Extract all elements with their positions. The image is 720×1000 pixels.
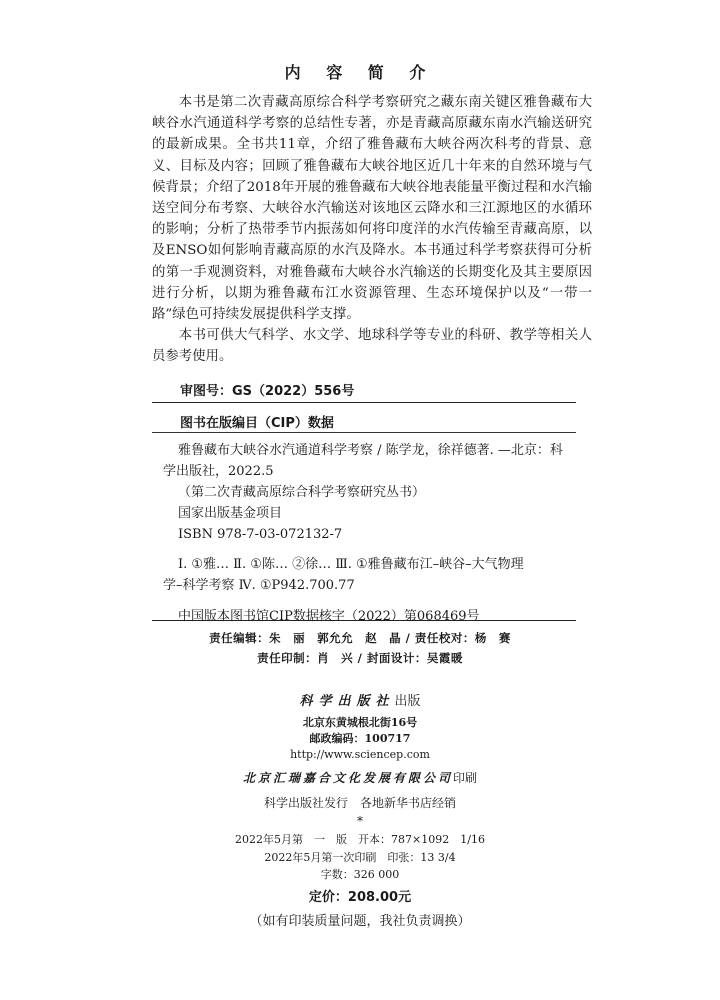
intro-paragraph-2: 本书可供大气科学、水文学、地球科学等专业的科研、教学等相关人员参考使用。 [152, 328, 592, 365]
review-number: 审图号：GS（2022）556号 [180, 384, 355, 399]
separator-star: * [357, 814, 363, 828]
cip-bottom-rule [152, 620, 576, 621]
intro-body [152, 92, 592, 368]
intro-paragraph-1: 本书是第二次青藏高原综合科学考察研究之藏东南关键区雅鲁藏布大峡谷水汽通道科学考察的总结性专著，亦是青藏高原藏东南水汽输送研究的最新成果。全书共11章，介绍了雅鲁藏布大峡谷两次科考的背景、意义、目标及内容；回顾了雅鲁藏布大峡谷地区近几十年来的自然环境与气候背景；介绍了2018年开展的雅鲁藏布大峡谷地表能量平衡过程和水汽输送空间分布考察、大峡谷水汽输送对该地区云降水和三江源地区的水循环的影响；分析了热带季节内振荡如何将印度洋的水汽传输至青藏高原，以及ENSO如何影响青藏高原的水汽及降水。本书通过科学考察获得可分析的第一手观测资料，对雅鲁藏布大峡谷水汽输送的长期变化及其主要原因进行分析，以期为雅鲁藏布江水资源管理、生态环境保护以及“一带一路”绿色可持续发展提供科学支撑。 [152, 95, 592, 323]
publisher-logo-text: 科学出版社 [299, 694, 395, 709]
cip-heading: 图书在版编目（CIP）数据 [180, 416, 334, 431]
cip-title-line-cont: 学出版社，2022.5 [163, 464, 274, 479]
cip-classification-cont: 学–科学考察 Ⅳ. ①P942.700.77 [163, 578, 355, 593]
printer-name: 北京汇瑞嘉合文化发展有限公司 [242, 771, 453, 785]
cip-isbn: ISBN 978-7-03-072132-7 [178, 527, 343, 542]
distribution-line: 科学出版社发行 各地新华书店经销 [263, 796, 456, 810]
cip-core-number: 中国版本图书馆CIP数据核字（2022）第068469号 [178, 609, 480, 624]
printer-line [0, 767, 720, 786]
intro-title: 内 容 简 介 [284, 63, 436, 82]
cip-title-line: 雅鲁藏布大峡谷水汽通道科学考察 / 陈学龙，徐祥德著. —北京：科 [178, 443, 563, 458]
printer-suffix: 印刷 [453, 771, 478, 785]
cip-top-rule [152, 402, 576, 403]
price: 定价：208.00元 [308, 890, 412, 905]
publisher-postcode: 邮政编码：100717 [309, 732, 411, 745]
cip-heading-rule [152, 432, 576, 433]
publisher-url: http://www.sciencep.com [290, 748, 430, 761]
edition-line: 2022年5月第 一 版 开本：787×1092 1/16 [235, 833, 485, 846]
cip-fund: 国家出版基金项目 [178, 506, 283, 521]
editor-line-2: 责任印制：肖 兴 / 封面设计：吴霞暖 [257, 651, 463, 665]
editor-credits [0, 628, 720, 668]
publisher-suffix: 出版 [394, 694, 421, 709]
word-count: 字数：326 000 [320, 868, 400, 881]
quality-notice: （如有印装质量问题，我社负责调换） [249, 914, 471, 929]
publisher-line [0, 690, 720, 709]
publisher-address: 北京东黄城根北街16号 [302, 716, 418, 729]
print-line: 2022年5月第一次印刷 印张：13 3/4 [264, 851, 456, 864]
cip-record [163, 440, 573, 627]
editor-line-1: 责任编辑：朱 丽 郭允允 赵 晶 / 责任校对：杨 赛 [209, 631, 511, 645]
cip-series: （第二次青藏高原综合科学考察研究丛书） [178, 485, 426, 500]
cip-classification: Ⅰ. ①雅… Ⅱ. ①陈… ②徐… Ⅲ. ①雅鲁藏布江–峡谷–大气物理 [178, 557, 524, 572]
